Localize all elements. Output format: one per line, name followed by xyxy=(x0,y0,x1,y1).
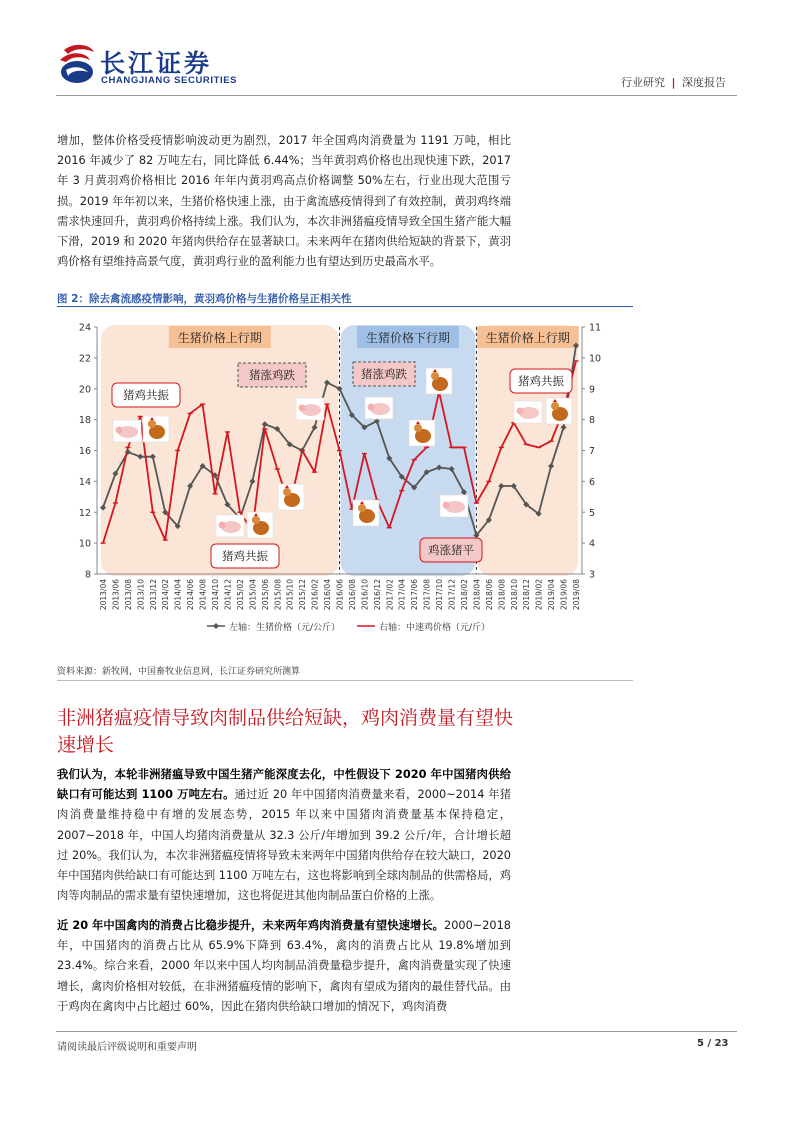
x-tick-label: 2015/08 xyxy=(273,579,283,611)
chicken-icon xyxy=(278,484,304,510)
x-tick-label: 2015/12 xyxy=(298,579,308,611)
pig-icon-head xyxy=(368,404,375,411)
left-tick-label: 12 xyxy=(78,507,91,519)
chicken-icon xyxy=(143,416,169,442)
x-tick-label: 2013/10 xyxy=(136,579,146,611)
chicken-icon xyxy=(409,420,435,446)
left-tick-label: 14 xyxy=(78,476,91,488)
pig-icon-head xyxy=(116,427,123,434)
chicken-icon-head xyxy=(148,420,156,428)
right-tick-label: 11 xyxy=(589,322,602,334)
annotation-co-movement-3: 猪鸡共振 xyxy=(518,374,564,388)
left-tick-label: 16 xyxy=(78,446,91,457)
right-tick-label: 8 xyxy=(589,415,596,427)
x-tick-label: 2018/08 xyxy=(497,579,507,611)
left-tick-label: 22 xyxy=(78,353,91,365)
chicken-icon-head xyxy=(414,424,422,432)
pig-icon xyxy=(440,495,468,517)
logo-chinese-name: 长江证券 xyxy=(100,49,213,78)
paragraph-poultry-share-body: 2000~2018 年，中国猪肉的消费占比从 65.9%下降到 63.4%，禽肉的消费占比从 19.8%增加到 23.4%。综合来看，2000 年以来中国人均肉制品消费量稳步提升，禽肉消费量实现了快速增长，禽肉价格相对较低，在非洲猪瘟疫情的影响下，禽肉有望成为猪肉的最佳替代品。由于鸡肉在禽肉中占比超过 60%，因此在猪肉供给缺口增加的情况下，鸡肉消费 xyxy=(57,919,511,1013)
chicken-icon-head xyxy=(283,488,291,496)
right-tick-label: 5 xyxy=(589,507,596,519)
chart-legend xyxy=(207,621,490,633)
header-tags xyxy=(621,74,726,90)
right-tick-label: 9 xyxy=(589,384,596,396)
legend-pig-marker xyxy=(213,623,219,629)
x-tick-label: 2016/02 xyxy=(310,579,320,611)
right-tick-label: 6 xyxy=(589,476,596,488)
right-tick-label: 7 xyxy=(589,446,596,457)
paragraph-pork-shortage-lead: 我们认为，本轮非洲猪瘟导致中国生猪产能深度去化，中性假设下 2020 年中国猪肉供给缺口有可能达到 1100 万吨左右。 xyxy=(57,768,511,802)
left-tick-label: 10 xyxy=(78,538,91,550)
period-band xyxy=(477,325,578,576)
x-tick-label: 2014/04 xyxy=(173,579,183,611)
x-tick-label: 2018/06 xyxy=(484,579,494,611)
x-tick-label: 2019/08 xyxy=(572,579,581,611)
page-header xyxy=(0,0,793,95)
legend-chicken-label: 右轴：中速鸡价格（元/斤） xyxy=(379,623,491,633)
right-tick-label: 3 xyxy=(589,569,596,581)
left-tick-label: 20 xyxy=(78,384,91,396)
x-tick-label: 2019/02 xyxy=(534,579,544,611)
x-tick-label: 2016/10 xyxy=(360,579,370,611)
pig-icon xyxy=(514,401,542,423)
pig-icon xyxy=(365,397,393,419)
x-tick-label: 2017/08 xyxy=(422,579,432,611)
x-tick-label: 2014/06 xyxy=(186,579,196,611)
x-tick-label: 2019/04 xyxy=(547,579,557,611)
x-tick-label: 2013/06 xyxy=(111,579,121,611)
period-label: 生猪价格下行期 xyxy=(365,331,450,345)
x-tick-label: 2019/06 xyxy=(559,579,569,611)
x-tick-label: 2015/02 xyxy=(235,579,245,611)
x-tick-label: 2014/10 xyxy=(211,579,221,611)
pig-icon-head xyxy=(517,408,524,415)
page-number: 5 / 23 xyxy=(697,1038,729,1049)
x-tick-label: 2014/12 xyxy=(223,579,233,611)
chicken-icon xyxy=(426,368,452,394)
x-tick-label: 2013/04 xyxy=(99,579,108,611)
period-label: 生猪价格上行期 xyxy=(485,331,570,345)
left-tick-label: 24 xyxy=(78,322,91,334)
x-tick-label: 2014/02 xyxy=(161,579,171,611)
price-correlation-chart xyxy=(57,310,633,650)
tag-industry-research: 行业研究 xyxy=(621,76,665,89)
x-tick-label: 2017/06 xyxy=(410,579,420,611)
period-label: 生猪价格上行期 xyxy=(177,331,262,345)
annotation-co-movement-1: 猪鸡共振 xyxy=(123,388,169,402)
annotation-co-movement-2: 猪鸡共振 xyxy=(222,549,268,563)
x-tick-label: 2014/08 xyxy=(198,579,208,611)
pig-icon-head xyxy=(443,502,450,509)
x-tick-label: 2015/04 xyxy=(248,579,258,611)
pig-icon xyxy=(216,515,244,537)
x-tick-label: 2017/10 xyxy=(435,579,445,611)
chicken-icon-head xyxy=(358,504,366,512)
legend-pig-label: 左轴：生猪价格（元/公斤） xyxy=(229,623,341,633)
right-tick-label: 10 xyxy=(589,353,602,365)
chicken-icon xyxy=(353,500,379,526)
chicken-icon-head xyxy=(551,402,559,410)
x-tick-label: 2016/08 xyxy=(347,579,357,611)
x-tick-label: 2013/08 xyxy=(123,579,133,611)
pig-icon xyxy=(296,398,324,420)
footer-rule xyxy=(56,1031,737,1032)
tag-in-depth-report: 深度报告 xyxy=(682,76,727,89)
chicken-icon-head xyxy=(252,516,260,524)
tag-separator: | xyxy=(671,76,676,89)
x-tick-label: 2017/12 xyxy=(447,579,457,611)
paragraph-pork-shortage xyxy=(57,765,511,906)
source-rule xyxy=(57,680,633,681)
pig-icon xyxy=(113,420,141,442)
figure-title: 图 2：除去禽流感疫情影响，黄羽鸡价格与生猪价格呈正相关性 xyxy=(57,293,352,305)
x-tick-label: 2017/04 xyxy=(397,579,407,611)
chicken-icon xyxy=(546,398,572,424)
x-tick-label: 2016/12 xyxy=(372,579,382,611)
left-tick-label: 8 xyxy=(84,569,91,581)
x-tick-label: 2013/12 xyxy=(148,579,158,611)
annotation-pig-up-chicken-down-1: 猪涨鸡跌 xyxy=(249,368,295,382)
x-tick-label: 2015/10 xyxy=(285,579,295,611)
paragraph-pork-shortage-body: 通过近 20 年中国猪肉消费量来看，2000~2014 年猪肉消费量维持稳中有增的发展态势，2015 年以来中国猪肉消费量基本保持稳定，2007~2018 年，中国人均猪肉消费量从 32.3 公斤/年增加到 39.2 公斤/年，合计增长超过 20%。我们认为，本次非洲猪瘟疫情将导致未来两年中国猪肉供给存在较大缺口，2020 年中国猪肉供给缺口有可能达到 1100 万吨左右，这也将影响到全球肉制品的供需格局，鸡肉等肉制品的需求量有望快速增加，这也将促进其他肉制品蛋白价格的上涨。 xyxy=(57,788,511,903)
x-tick-label: 2017/02 xyxy=(385,579,395,611)
paragraph-poultry-share-lead: 近 20 年中国禽肉的消费占比稳步提升，未来两年鸡肉消费量有望快速增长。 xyxy=(57,919,445,932)
x-tick-label: 2015/06 xyxy=(260,579,270,611)
x-tick-label: 2016/04 xyxy=(323,579,333,611)
intro-paragraph: 增加，整体价格受疫情影响波动更为剧烈，2017 年全国鸡肉消费量为 1191 万吨，相比 2016 年减少了 82 万吨左右，同比降低 6.44%；当年黄羽鸡价格也出现快速下跌，2017 年 3 月黄羽鸡价格相比 2016 年年内黄羽鸡高点价格调整 50%左右，行业出现大范围亏损。2019 年年初以来，生猪价格快速上涨，由于禽流感疫情得到了有效控制，黄羽鸡终端需求快速回升，黄羽鸡价格持续上涨。我们认为，本次非洲猪瘟疫情导致全国生猪产能大幅下滑，2019 和 2020 年猪肉供给存在显著缺口。未来两年在猪肉供给短缺的背景下，黄羽鸡价格有望维持高景气度，黄羽鸡行业的盈利能力也有望达到历史最高水平。 xyxy=(57,134,511,269)
x-tick-label: 2018/12 xyxy=(522,579,532,611)
pig-icon-head xyxy=(219,522,226,529)
figure-title-rule xyxy=(57,306,633,307)
footer-disclaimer: 请阅读最后评级说明和重要声明 xyxy=(57,1042,197,1053)
paragraph-poultry-share xyxy=(57,916,511,1017)
chicken-icon xyxy=(247,512,273,538)
header-divider xyxy=(56,95,737,96)
x-tick-label: 2018/02 xyxy=(459,579,469,611)
figure-source: 资料来源：新牧网，中国畜牧业信息网，长江证券研究所测算 xyxy=(57,667,301,677)
annotation-pig-up-chicken-down-2: 猪涨鸡跌 xyxy=(361,367,407,381)
company-logo-icon xyxy=(56,40,98,86)
annotation-chicken-up-pig-flat: 鸡涨猪平 xyxy=(428,543,474,557)
section-title: 非洲猪瘟疫情导致肉制品供给短缺，鸡肉消费量有望快速增长 xyxy=(57,707,514,756)
right-tick-label: 4 xyxy=(589,538,596,550)
x-tick-label: 2016/06 xyxy=(335,579,345,611)
chicken-icon-head xyxy=(431,372,439,380)
pig-icon-head xyxy=(299,405,306,412)
logo-english-name: CHANGJIANG SECURITIES xyxy=(101,75,238,86)
left-tick-label: 18 xyxy=(78,415,91,427)
x-tick-label: 2018/10 xyxy=(509,579,519,611)
x-tick-label: 2018/04 xyxy=(472,579,482,611)
